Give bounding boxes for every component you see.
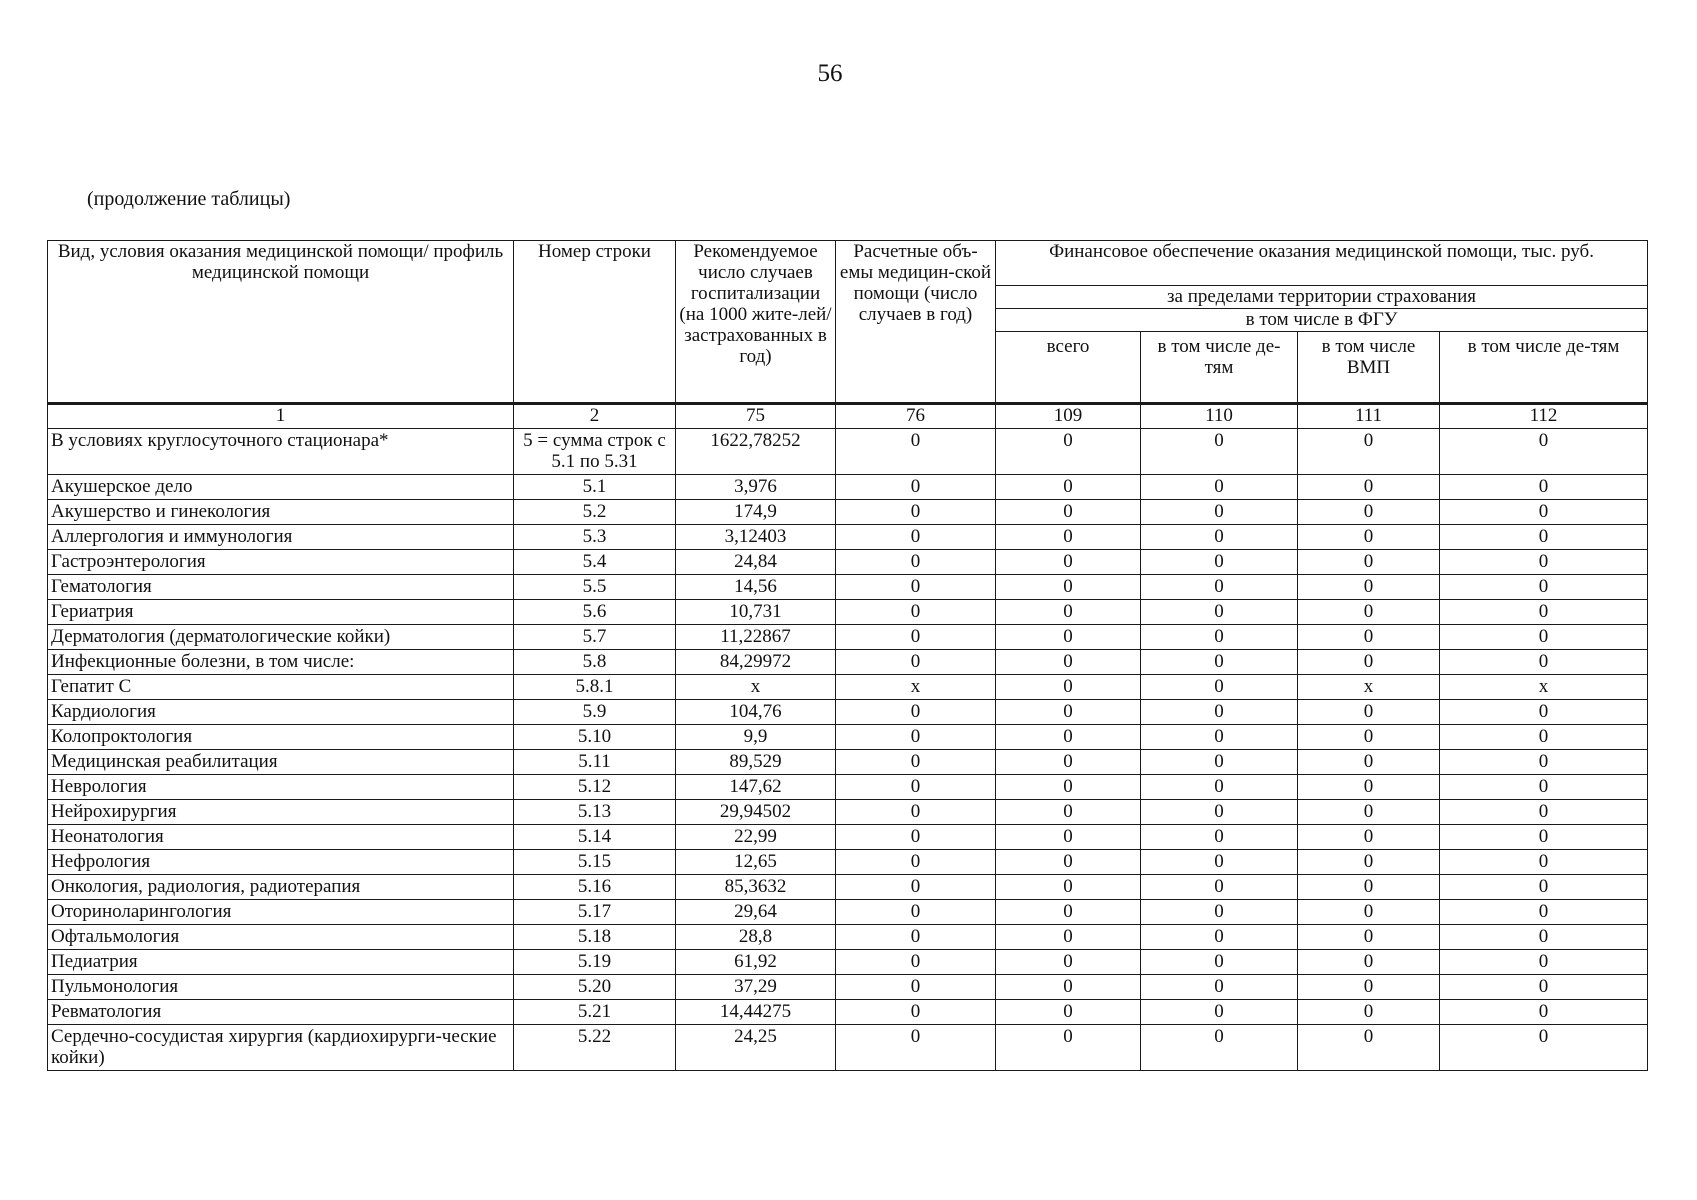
recommended-cases-cell: 89,529 <box>676 750 836 775</box>
care-profile-cell: Сердечно-сосудистая хирургия (кардиохирурги-ческие койки) <box>48 1025 514 1071</box>
children-cell: 0 <box>1141 1000 1298 1025</box>
estimated-volume-cell: 0 <box>836 700 996 725</box>
care-profile-cell: Нейрохирургия <box>48 800 514 825</box>
fgu-children-cell: 0 <box>1440 525 1648 550</box>
estimated-volume-cell: 0 <box>836 475 996 500</box>
header-vmp: в том числе ВМП <box>1298 332 1440 404</box>
recommended-cases-cell: 3,976 <box>676 475 836 500</box>
row-number-cell: 5.7 <box>514 625 676 650</box>
row-number-cell: 5.13 <box>514 800 676 825</box>
table-row <box>48 1025 1648 1071</box>
row-number-cell: 5.18 <box>514 925 676 950</box>
column-number-cell: 1 <box>48 404 514 429</box>
total-cell: 0 <box>996 475 1141 500</box>
vmp-cell: 0 <box>1298 1000 1440 1025</box>
children-cell: 0 <box>1141 525 1298 550</box>
care-profile-cell: Онкология, радиология, радиотерапия <box>48 875 514 900</box>
fgu-children-cell: 0 <box>1440 1000 1648 1025</box>
estimated-volume-cell: 0 <box>836 825 996 850</box>
table-row <box>48 825 1648 850</box>
vmp-cell: 0 <box>1298 975 1440 1000</box>
estimated-volume-cell: 0 <box>836 875 996 900</box>
estimated-volume-cell: 0 <box>836 775 996 800</box>
total-cell: 0 <box>996 975 1141 1000</box>
children-cell: 0 <box>1141 700 1298 725</box>
recommended-cases-cell: 24,25 <box>676 1025 836 1071</box>
children-cell: 0 <box>1141 900 1298 925</box>
header-care-type: Вид, условия оказания медицинской помощи/ профиль медицинской помощи <box>48 241 514 404</box>
hospital-care-table <box>47 240 1647 1071</box>
children-cell: 0 <box>1141 975 1298 1000</box>
row-number-cell: 5.6 <box>514 600 676 625</box>
estimated-volume-cell: 0 <box>836 650 996 675</box>
children-cell: 0 <box>1141 429 1298 475</box>
vmp-cell: 0 <box>1298 525 1440 550</box>
fgu-children-cell: 0 <box>1440 800 1648 825</box>
children-cell: 0 <box>1141 825 1298 850</box>
table-row <box>48 429 1648 475</box>
vmp-cell: 0 <box>1298 500 1440 525</box>
row-number-cell: 5.20 <box>514 975 676 1000</box>
table-row <box>48 550 1648 575</box>
column-number-cell: 112 <box>1440 404 1648 429</box>
vmp-cell: 0 <box>1298 825 1440 850</box>
table-row <box>48 500 1648 525</box>
children-cell: 0 <box>1141 725 1298 750</box>
care-profile-cell: Пульмонология <box>48 975 514 1000</box>
header-total: всего <box>996 332 1141 404</box>
row-number-cell: 5.1 <box>514 475 676 500</box>
fgu-children-cell: 0 <box>1440 900 1648 925</box>
care-profile-cell: В условиях круглосуточного стационара* <box>48 429 514 475</box>
children-cell: 0 <box>1141 575 1298 600</box>
vmp-cell: 0 <box>1298 925 1440 950</box>
table-row <box>48 525 1648 550</box>
header-children-2: в том числе де-тям <box>1440 332 1648 404</box>
header-children-1: в том числе де-тям <box>1141 332 1298 404</box>
recommended-cases-cell: 14,56 <box>676 575 836 600</box>
care-profile-cell: Кардиология <box>48 700 514 725</box>
estimated-volume-cell: 0 <box>836 600 996 625</box>
table-row <box>48 900 1648 925</box>
table-row <box>48 800 1648 825</box>
vmp-cell: 0 <box>1298 650 1440 675</box>
estimated-volume-cell: 0 <box>836 725 996 750</box>
total-cell: 0 <box>996 575 1141 600</box>
children-cell: 0 <box>1141 600 1298 625</box>
care-profile-cell: Нефрология <box>48 850 514 875</box>
total-cell: 0 <box>996 650 1141 675</box>
table-body <box>48 429 1648 1071</box>
care-profile-cell: Гериатрия <box>48 600 514 625</box>
estimated-volume-cell: х <box>836 675 996 700</box>
total-cell: 0 <box>996 775 1141 800</box>
row-number-cell: 5.17 <box>514 900 676 925</box>
recommended-cases-cell: 14,44275 <box>676 1000 836 1025</box>
table-row <box>48 1000 1648 1025</box>
children-cell: 0 <box>1141 775 1298 800</box>
page-number: 56 <box>817 60 843 87</box>
total-cell: 0 <box>996 800 1141 825</box>
total-cell: 0 <box>996 600 1141 625</box>
total-cell: 0 <box>996 875 1141 900</box>
recommended-cases-cell: 29,94502 <box>676 800 836 825</box>
table-row <box>48 750 1648 775</box>
vmp-cell: 0 <box>1298 475 1440 500</box>
fgu-children-cell: 0 <box>1440 1025 1648 1071</box>
total-cell: 0 <box>996 1000 1141 1025</box>
children-cell: 0 <box>1141 925 1298 950</box>
vmp-cell: 0 <box>1298 575 1440 600</box>
estimated-volume-cell: 0 <box>836 625 996 650</box>
care-profile-cell: Неврология <box>48 775 514 800</box>
recommended-cases-cell: 1622,78252 <box>676 429 836 475</box>
header-fgu: в том числе в ФГУ <box>996 309 1648 332</box>
care-profile-cell: Офтальмология <box>48 925 514 950</box>
care-profile-cell: Медицинская реабилитация <box>48 750 514 775</box>
children-cell: 0 <box>1141 800 1298 825</box>
children-cell: 0 <box>1141 850 1298 875</box>
fgu-children-cell: 0 <box>1440 950 1648 975</box>
header-financing: Финансовое обеспечение оказания медицинской помощи, тыс. руб. <box>996 241 1648 286</box>
total-cell: 0 <box>996 900 1141 925</box>
recommended-cases-cell: 61,92 <box>676 950 836 975</box>
estimated-volume-cell: 0 <box>836 850 996 875</box>
vmp-cell: х <box>1298 675 1440 700</box>
estimated-volume-cell: 0 <box>836 550 996 575</box>
row-number-cell: 5.3 <box>514 525 676 550</box>
fgu-children-cell: 0 <box>1440 775 1648 800</box>
total-cell: 0 <box>996 675 1141 700</box>
estimated-volume-cell: 0 <box>836 525 996 550</box>
row-number-cell: 5.8 <box>514 650 676 675</box>
children-cell: 0 <box>1141 650 1298 675</box>
recommended-cases-cell: 9,9 <box>676 725 836 750</box>
table-row <box>48 925 1648 950</box>
fgu-children-cell: 0 <box>1440 650 1648 675</box>
fgu-children-cell: 0 <box>1440 625 1648 650</box>
fgu-children-cell: 0 <box>1440 875 1648 900</box>
total-cell: 0 <box>996 525 1141 550</box>
recommended-cases-cell: 174,9 <box>676 500 836 525</box>
fgu-children-cell: 0 <box>1440 750 1648 775</box>
estimated-volume-cell: 0 <box>836 1000 996 1025</box>
recommended-cases-cell: 28,8 <box>676 925 836 950</box>
children-cell: 0 <box>1141 1025 1298 1071</box>
row-number-cell: 5.16 <box>514 875 676 900</box>
recommended-cases-cell: 24,84 <box>676 550 836 575</box>
total-cell: 0 <box>996 950 1141 975</box>
vmp-cell: 0 <box>1298 600 1440 625</box>
column-number-cell: 111 <box>1298 404 1440 429</box>
row-number-cell: 5.22 <box>514 1025 676 1071</box>
care-profile-cell: Аллергология и иммунология <box>48 525 514 550</box>
row-number-cell: 5.21 <box>514 1000 676 1025</box>
vmp-cell: 0 <box>1298 725 1440 750</box>
estimated-volume-cell: 0 <box>836 750 996 775</box>
row-number-cell: 5.8.1 <box>514 675 676 700</box>
vmp-cell: 0 <box>1298 900 1440 925</box>
children-cell: 0 <box>1141 500 1298 525</box>
total-cell: 0 <box>996 850 1141 875</box>
table-row <box>48 625 1648 650</box>
care-profile-cell: Колопроктология <box>48 725 514 750</box>
row-number-cell: 5.19 <box>514 950 676 975</box>
recommended-cases-cell: х <box>676 675 836 700</box>
table-row <box>48 875 1648 900</box>
estimated-volume-cell: 0 <box>836 1025 996 1071</box>
fgu-children-cell: 0 <box>1440 975 1648 1000</box>
estimated-volume-cell: 0 <box>836 975 996 1000</box>
row-number-cell: 5 = сумма строк с 5.1 по 5.31 <box>514 429 676 475</box>
recommended-cases-cell: 22,99 <box>676 825 836 850</box>
row-number-cell: 5.9 <box>514 700 676 725</box>
estimated-volume-cell: 0 <box>836 500 996 525</box>
care-profile-cell: Акушерское дело <box>48 475 514 500</box>
total-cell: 0 <box>996 725 1141 750</box>
total-cell: 0 <box>996 1025 1141 1071</box>
recommended-cases-cell: 3,12403 <box>676 525 836 550</box>
recommended-cases-cell: 147,62 <box>676 775 836 800</box>
fgu-children-cell: 0 <box>1440 475 1648 500</box>
column-number-cell: 76 <box>836 404 996 429</box>
vmp-cell: 0 <box>1298 700 1440 725</box>
fgu-children-cell: 0 <box>1440 700 1648 725</box>
column-number-cell: 110 <box>1141 404 1298 429</box>
recommended-cases-cell: 29,64 <box>676 900 836 925</box>
recommended-cases-cell: 85,3632 <box>676 875 836 900</box>
estimated-volume-cell: 0 <box>836 900 996 925</box>
row-number-cell: 5.4 <box>514 550 676 575</box>
care-profile-cell: Неонатология <box>48 825 514 850</box>
fgu-children-cell: 0 <box>1440 575 1648 600</box>
care-profile-cell: Гематология <box>48 575 514 600</box>
table-row <box>48 950 1648 975</box>
recommended-cases-cell: 37,29 <box>676 975 836 1000</box>
column-number-cell: 109 <box>996 404 1141 429</box>
children-cell: 0 <box>1141 675 1298 700</box>
vmp-cell: 0 <box>1298 750 1440 775</box>
fgu-children-cell: 0 <box>1440 500 1648 525</box>
total-cell: 0 <box>996 750 1141 775</box>
estimated-volume-cell: 0 <box>836 925 996 950</box>
table-row <box>48 575 1648 600</box>
fgu-children-cell: 0 <box>1440 429 1648 475</box>
row-number-cell: 5.14 <box>514 825 676 850</box>
care-profile-cell: Акушерство и гинекология <box>48 500 514 525</box>
care-profile-cell: Гепатит С <box>48 675 514 700</box>
total-cell: 0 <box>996 550 1141 575</box>
table-row <box>48 975 1648 1000</box>
table-row <box>48 675 1648 700</box>
total-cell: 0 <box>996 429 1141 475</box>
row-number-cell: 5.15 <box>514 850 676 875</box>
column-number-cell: 2 <box>514 404 676 429</box>
row-number-cell: 5.5 <box>514 575 676 600</box>
row-number-cell: 5.12 <box>514 775 676 800</box>
total-cell: 0 <box>996 625 1141 650</box>
fgu-children-cell: 0 <box>1440 850 1648 875</box>
fgu-children-cell: 0 <box>1440 825 1648 850</box>
total-cell: 0 <box>996 925 1141 950</box>
total-cell: 0 <box>996 825 1141 850</box>
care-profile-cell: Оториноларингология <box>48 900 514 925</box>
fgu-children-cell: 0 <box>1440 600 1648 625</box>
total-cell: 0 <box>996 500 1141 525</box>
header-recommended-cases: Рекомендуемое число случаев госпитализации (на 1000 жите-лей/ застрахованных в год) <box>676 241 836 404</box>
fgu-children-cell: 0 <box>1440 925 1648 950</box>
recommended-cases-cell: 11,22867 <box>676 625 836 650</box>
recommended-cases-cell: 12,65 <box>676 850 836 875</box>
estimated-volume-cell: 0 <box>836 950 996 975</box>
care-profile-cell: Гастроэнтерология <box>48 550 514 575</box>
vmp-cell: 0 <box>1298 800 1440 825</box>
fgu-children-cell: 0 <box>1440 550 1648 575</box>
row-number-cell: 5.2 <box>514 500 676 525</box>
table-row <box>48 725 1648 750</box>
care-profile-cell: Педиатрия <box>48 950 514 975</box>
table-row <box>48 850 1648 875</box>
total-cell: 0 <box>996 700 1141 725</box>
continuation-label: (продолжение таблицы) <box>87 188 291 210</box>
table-row <box>48 600 1648 625</box>
recommended-cases-cell: 10,731 <box>676 600 836 625</box>
table-header <box>48 241 1648 404</box>
vmp-cell: 0 <box>1298 429 1440 475</box>
vmp-cell: 0 <box>1298 625 1440 650</box>
fgu-children-cell: 0 <box>1440 725 1648 750</box>
fgu-children-cell: х <box>1440 675 1648 700</box>
table-row <box>48 475 1648 500</box>
row-number-cell: 5.11 <box>514 750 676 775</box>
estimated-volume-cell: 0 <box>836 429 996 475</box>
table-row <box>48 700 1648 725</box>
children-cell: 0 <box>1141 750 1298 775</box>
vmp-cell: 0 <box>1298 1025 1440 1071</box>
children-cell: 0 <box>1141 950 1298 975</box>
children-cell: 0 <box>1141 475 1298 500</box>
vmp-cell: 0 <box>1298 775 1440 800</box>
estimated-volume-cell: 0 <box>836 575 996 600</box>
children-cell: 0 <box>1141 625 1298 650</box>
children-cell: 0 <box>1141 550 1298 575</box>
care-profile-cell: Дерматология (дерматологические койки) <box>48 625 514 650</box>
header-outside-territory: за пределами территории страхования <box>996 286 1648 309</box>
care-profile-cell: Ревматология <box>48 1000 514 1025</box>
children-cell: 0 <box>1141 875 1298 900</box>
table-row <box>48 650 1648 675</box>
row-number-cell: 5.10 <box>514 725 676 750</box>
estimated-volume-cell: 0 <box>836 800 996 825</box>
table-row <box>48 775 1648 800</box>
column-number-cell: 75 <box>676 404 836 429</box>
vmp-cell: 0 <box>1298 850 1440 875</box>
column-numbers <box>48 404 1648 429</box>
vmp-cell: 0 <box>1298 950 1440 975</box>
recommended-cases-cell: 84,29972 <box>676 650 836 675</box>
vmp-cell: 0 <box>1298 875 1440 900</box>
vmp-cell: 0 <box>1298 550 1440 575</box>
care-profile-cell: Инфекционные болезни, в том числе: <box>48 650 514 675</box>
recommended-cases-cell: 104,76 <box>676 700 836 725</box>
header-row-number: Номер строки <box>514 241 676 404</box>
header-estimated-volume: Расчетные объ-емы медицин-ской помощи (число случаев в год) <box>836 241 996 404</box>
